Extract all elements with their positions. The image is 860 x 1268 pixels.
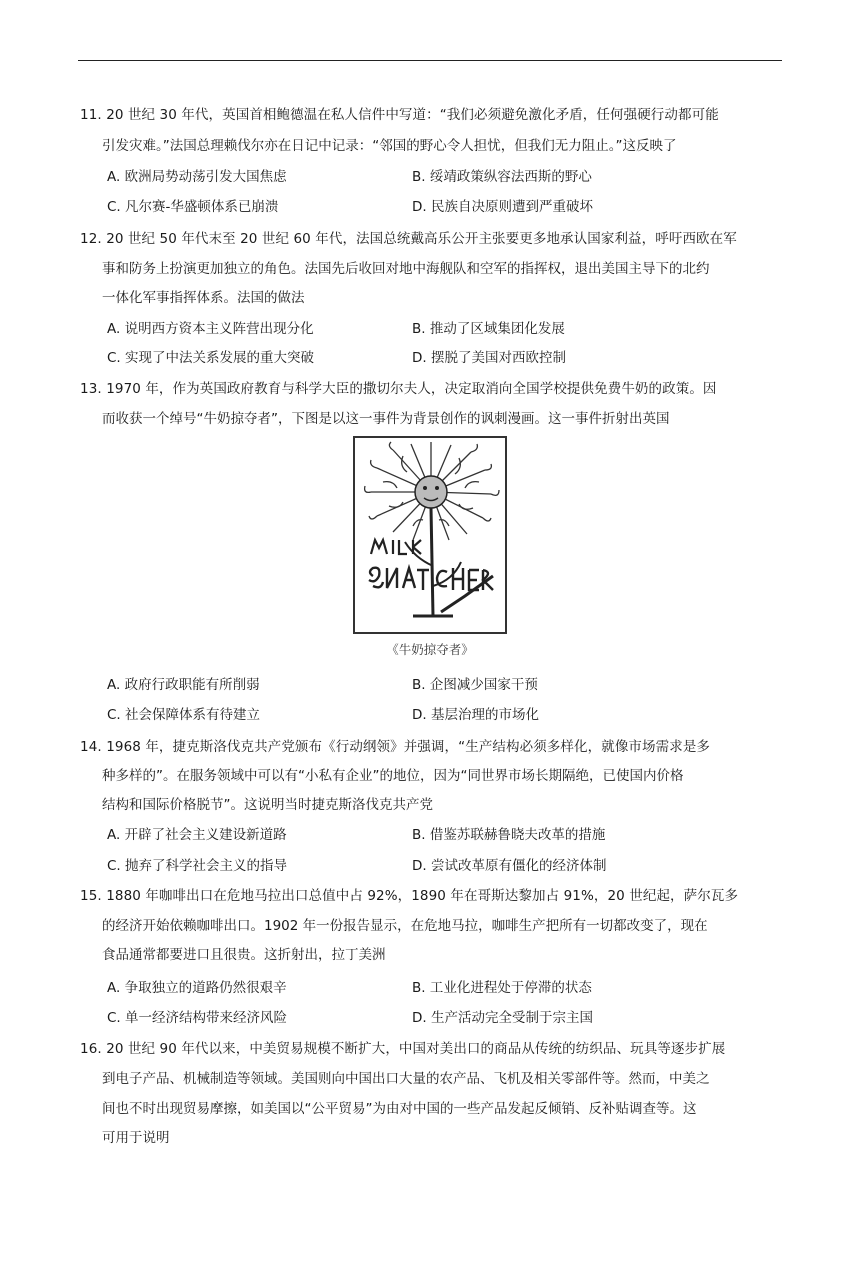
question-text-line: 一体化军事指挥体系。法国的做法 [102,290,305,306]
question-number: 15. [80,888,102,904]
question-stem: 20 世纪 30 年代，英国首相鲍德温在私人信件中写道：“我们必须避免激化矛盾，任何强硬行动都可能 [106,107,719,123]
question-text-line [80,227,786,247]
question-text-line: 事和防务上扮演更加独立的角色。法国先后收回对地中海舰队和空军的指挥权，退出美国主导下的北约 [102,261,710,277]
question-text-line [80,1037,786,1057]
option-a[interactable]: A. 开辟了社会主义建设新道路 [107,827,287,843]
question-number: 16. [80,1041,102,1057]
question-text-line: 间也不时出现贸易摩擦，如美国以“公平贸易”为由对中国的一些产品发起反倾销、反补贴调查等。这 [102,1101,697,1117]
option-a[interactable]: A. 政府行政职能有所削弱 [107,677,260,693]
question-number: 13. [80,381,102,397]
figure-caption: 《牛奶掠夺者》 [386,642,474,657]
question-number: 12. [80,231,102,247]
question-number: 11. [80,107,102,123]
option-d[interactable]: D. 民族自决原则遭到严重破坏 [412,199,593,215]
option-d[interactable]: D. 生产活动完全受制于宗主国 [412,1010,593,1026]
option-b[interactable]: B. 工业化进程处于停滞的状态 [412,980,592,996]
question-text-line: 结构和国际价格脱节”。这说明当时捷克斯洛伐克共产党 [102,797,433,813]
question-stem: 1968 年，捷克斯洛伐克共产党颁布《行动纲领》并强调，“生产结构必须多样化，就像市场需求是多 [106,739,711,755]
question-number: 14. [80,739,102,755]
header-rule [78,60,782,61]
option-a[interactable]: A. 说明西方资本主义阵营出现分化 [107,321,314,337]
option-b[interactable]: B. 企图减少国家干预 [412,677,538,693]
option-c[interactable]: C. 凡尔赛-华盛顿体系已崩溃 [107,199,279,215]
question-text-line: 可用于说明 [102,1130,170,1146]
question-stem: 1880 年咖啡出口在危地马拉出口总值中占 92%，1890 年在哥斯达黎加占 91%，20 世纪起，萨尔瓦多 [106,888,739,904]
question-text-line: 的经济开始依赖咖啡出口。1902 年一份报告显示，在危地马拉，咖啡生产把所有一切都改变了，现在 [102,918,708,934]
option-c[interactable]: C. 社会保障体系有待建立 [107,707,261,723]
question-text-line: 而收获一个绰号“牛奶掠夺者”，下图是以这一事件为背景创作的讽刺漫画。这一事件折射出英国 [102,411,670,427]
question-stem: 1970 年，作为英国政府教育与科学大臣的撒切尔夫人，决定取消向全国学校提供免费牛奶的政策。因 [106,381,717,397]
question-text-line: 种多样的”。在服务领域中可以有“小私有企业”的地位，因为“同世界市场长期隔绝，已使国内价格 [102,768,684,784]
option-c[interactable]: C. 抛弃了科学社会主义的指导 [107,858,288,874]
question-text-line [80,103,786,123]
option-b[interactable]: B. 绥靖政策纵容法西斯的野心 [412,169,592,185]
question-text-line: 引发灾难。”法国总理赖伐尔亦在日记中记录：“邻国的野心令人担忧，但我们无力阻止。”这反映了 [102,138,677,154]
option-c[interactable]: C. 实现了中法关系发展的重大突破 [107,350,315,366]
question-text-line [80,884,786,904]
question-text-line [80,377,786,397]
option-a[interactable]: A. 欧洲局势动荡引发大国焦虑 [107,169,287,185]
cartoon-milk-snatcher [353,436,507,636]
question-text-line [80,735,786,755]
question-text-line: 食品通常都要进口且很贵。这折射出，拉丁美洲 [102,947,386,963]
option-d[interactable]: D. 尝试改革原有僵化的经济体制 [412,858,607,874]
question-text-line: 到电子产品、机械制造等领域。美国则向中国出口大量的农产品、飞机及相关零部件等。然而，中美之 [102,1071,710,1087]
option-b[interactable]: B. 推动了区域集团化发展 [412,321,565,337]
question-stem: 20 世纪 90 年代以来，中美贸易规模不断扩大，中国对美出口的商品从传统的纺织品、玩具等逐步扩展 [106,1041,726,1057]
option-d[interactable]: D. 基层治理的市场化 [412,707,539,723]
option-d[interactable]: D. 摆脱了美国对西欧控制 [412,350,566,366]
option-b[interactable]: B. 借鉴苏联赫鲁晓夫改革的措施 [412,827,606,843]
question-stem: 20 世纪 50 年代末至 20 世纪 60 年代，法国总统戴高乐公开主张要更多地承认国家利益，呼吁西欧在军 [106,231,737,247]
option-c[interactable]: C. 单一经济结构带来经济风险 [107,1010,288,1026]
option-a[interactable]: A. 争取独立的道路仍然很艰辛 [107,980,287,996]
